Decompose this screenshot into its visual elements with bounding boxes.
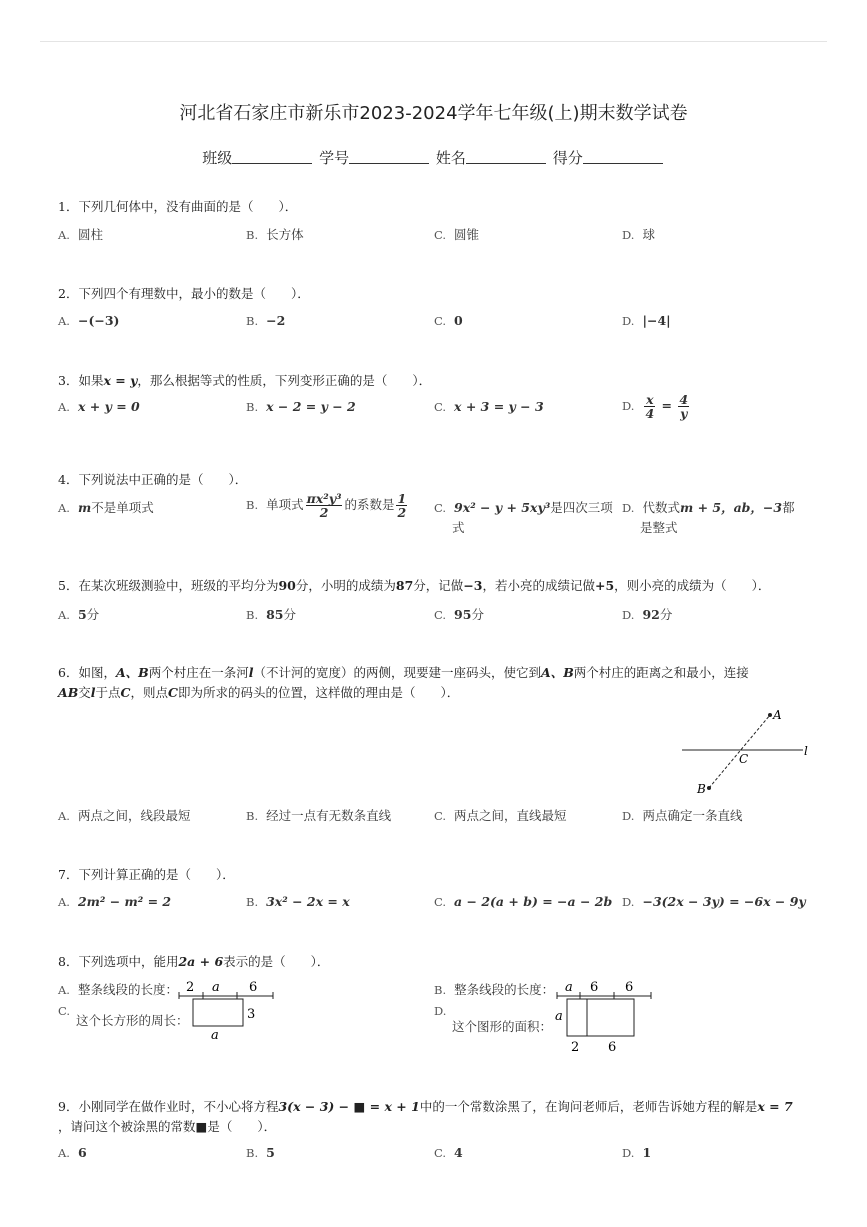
question-3-stem: 3．如果x = y，那么根据等式的性质，下列变形正确的是（ ）． <box>58 373 432 388</box>
svg-text:a: a <box>211 1028 219 1042</box>
question-8-stem: 8．下列选项中，能用2a + 6表示的是（ ）． <box>58 954 330 969</box>
q2-option-d[interactable]: D. |−4| <box>622 313 671 328</box>
q1-option-a[interactable]: A. 圆柱 <box>58 227 103 242</box>
name-label: 姓名 <box>435 149 466 167</box>
river-l-label: l <box>804 744 808 758</box>
q3-option-d[interactable]: D. $\frac{x}{4}$ = $\frac{4}{y}$ <box>622 392 689 422</box>
river-dock-figure <box>675 700 820 800</box>
q4-option-c[interactable]: C. 9x² − y + 5xy³是四次三项 式 <box>434 500 613 535</box>
svg-text:6: 6 <box>590 980 599 995</box>
q1-option-d[interactable]: D. 球 <box>622 227 655 242</box>
question-7-stem: 7．下列计算正确的是（ ）． <box>58 867 235 882</box>
svg-text:6: 6 <box>608 1040 617 1055</box>
q2-option-a[interactable]: A. −(−3) <box>58 313 120 328</box>
svg-text:6: 6 <box>625 980 634 995</box>
q8-option-b[interactable]: B. 整条线段的长度： <box>434 982 555 997</box>
point-c-label: C <box>739 752 749 766</box>
q9-option-a[interactable]: A. 6 <box>58 1145 87 1160</box>
score-blank[interactable] <box>583 149 663 164</box>
name-blank[interactable] <box>466 149 546 164</box>
q8-option-a[interactable]: A. 整条线段的长度： <box>58 982 178 997</box>
q6-option-c[interactable]: C. 两点之间，直线最短 <box>434 808 567 823</box>
svg-text:3: 3 <box>247 1007 256 1022</box>
q5-option-d[interactable]: D. 92分 <box>622 607 673 622</box>
svg-text:a: a <box>555 1009 563 1024</box>
id-blank[interactable] <box>349 149 429 164</box>
point-a-label: A <box>773 708 782 722</box>
class-label: 班级 <box>202 149 233 167</box>
question-2-stem: 2．下列四个有理数中，最小的数是（ ）． <box>58 286 310 301</box>
q4-option-d[interactable]: D. 代数式m + 5，ab，−3都 是整式 <box>622 500 795 535</box>
q4-option-a[interactable]: A. m不是单项式 <box>58 500 154 515</box>
q6-option-b[interactable]: B. 经过一点有无数条直线 <box>246 808 392 823</box>
q2-option-b[interactable]: B. −2 <box>246 313 286 328</box>
q3-option-c[interactable]: C. x + 3 = y − 3 <box>434 399 544 414</box>
q5-option-b[interactable]: B. 85分 <box>246 607 297 622</box>
q9-option-c[interactable]: C. 4 <box>434 1145 463 1160</box>
q4-option-b[interactable]: B. 单项式 $\frac{\text{πx²y³}}{2}$ 的系数是 $\frac{1}{2}$ <box>246 491 407 521</box>
fraction-4-over-y: $\frac{4}{y}$ <box>679 392 689 422</box>
question-6-stem-line-1: 6．如图，A、B两个村庄在一条河l（不计河的宽度）的两侧，现要建一座码头，使它到A、B两个村庄的距离之和最小，连接 <box>58 665 749 680</box>
q1-option-c[interactable]: C. 圆锥 <box>434 227 480 242</box>
score-label: 得分 <box>552 149 583 167</box>
q7-option-b[interactable]: B. 3x² − 2x = x <box>246 894 350 909</box>
point-b-dot <box>707 786 711 790</box>
question-4-stem: 4．下列说法中正确的是（ ）． <box>58 472 248 487</box>
question-5-stem: 5．在某次班级测验中，班级的平均分为90分，小明的成绩为87分，记做−3，若小亮的成绩记做+5，则小亮的成绩为（ ）． <box>58 578 771 593</box>
q8-option-c[interactable]: C. <box>58 1004 71 1018</box>
q8-option-d-text: 这个图形的面积： <box>452 1019 553 1034</box>
q7-option-c[interactable]: C. a − 2(a + b) = −a − 2b <box>434 894 613 909</box>
question-1-stem: 1．下列几何体中，没有曲面的是（ ）． <box>58 199 298 214</box>
q2-option-c[interactable]: C. 0 <box>434 313 463 328</box>
fraction-one-half: $\frac{1}{2}$ <box>397 491 407 521</box>
fraction-monomial: $\frac{\text{πx²y³}}{2}$ <box>306 491 342 521</box>
q3-option-b[interactable]: B. x − 2 = y − 2 <box>246 399 356 414</box>
fraction-x-over-4: $\frac{x}{4}$ <box>645 392 655 422</box>
id-label: 学号 <box>319 149 350 167</box>
question-9-stem-line-1: 9．小刚同学在做作业时，不小心将方程3(x − 3) − ■ = x + 1中的一个常数涂黑了，在询问老师后，老师告诉她方程的解是x = 7 <box>58 1099 793 1114</box>
q9-option-b[interactable]: B. 5 <box>246 1145 275 1160</box>
question-6-stem-line-2: AB交l于点C，则点C即为所求的码头的位置，这样做的理由是（ ）． <box>58 685 460 700</box>
point-a-dot <box>768 713 772 717</box>
q8-d-composite-rectangle-figure <box>552 996 642 1056</box>
student-info-line <box>0 147 867 168</box>
q8-option-d[interactable]: D. <box>434 1004 447 1018</box>
svg-text:a: a <box>565 980 573 995</box>
q5-option-a[interactable]: A. 5分 <box>58 607 100 622</box>
svg-text:6: 6 <box>249 980 258 995</box>
q8-c-rectangle-figure <box>190 998 260 1042</box>
q6-option-d[interactable]: D. 两点确定一条直线 <box>622 808 743 823</box>
q1-option-b[interactable]: B. 长方体 <box>246 227 304 242</box>
q9-option-d[interactable]: D. 1 <box>622 1145 652 1160</box>
class-blank[interactable] <box>232 149 312 164</box>
q5-option-c[interactable]: C. 95分 <box>434 607 484 622</box>
q7-option-a[interactable]: A. 2m² − m² = 2 <box>58 894 172 909</box>
svg-text:2: 2 <box>186 980 195 995</box>
q7-option-d[interactable]: D. −3(2x − 3y) = −6x − 9y <box>622 894 806 909</box>
q6-option-a[interactable]: A. 两点之间，线段最短 <box>58 808 191 823</box>
point-b-label: B <box>697 782 706 796</box>
svg-text:2: 2 <box>571 1040 580 1055</box>
q8-option-c-text: 这个长方形的周长： <box>76 1013 189 1028</box>
svg-text:a: a <box>212 980 220 995</box>
q3-option-a[interactable]: A. x + y = 0 <box>58 399 140 414</box>
q8-a-segment-figure <box>176 976 276 1000</box>
question-9-stem-line-2: ，请问这个被涂黑的常数■是（ ）． <box>58 1119 277 1134</box>
page-title: 河北省石家庄市新乐市2023-2024学年七年级(上)期末数学试卷 <box>179 103 688 124</box>
page-top-rule <box>40 41 827 42</box>
